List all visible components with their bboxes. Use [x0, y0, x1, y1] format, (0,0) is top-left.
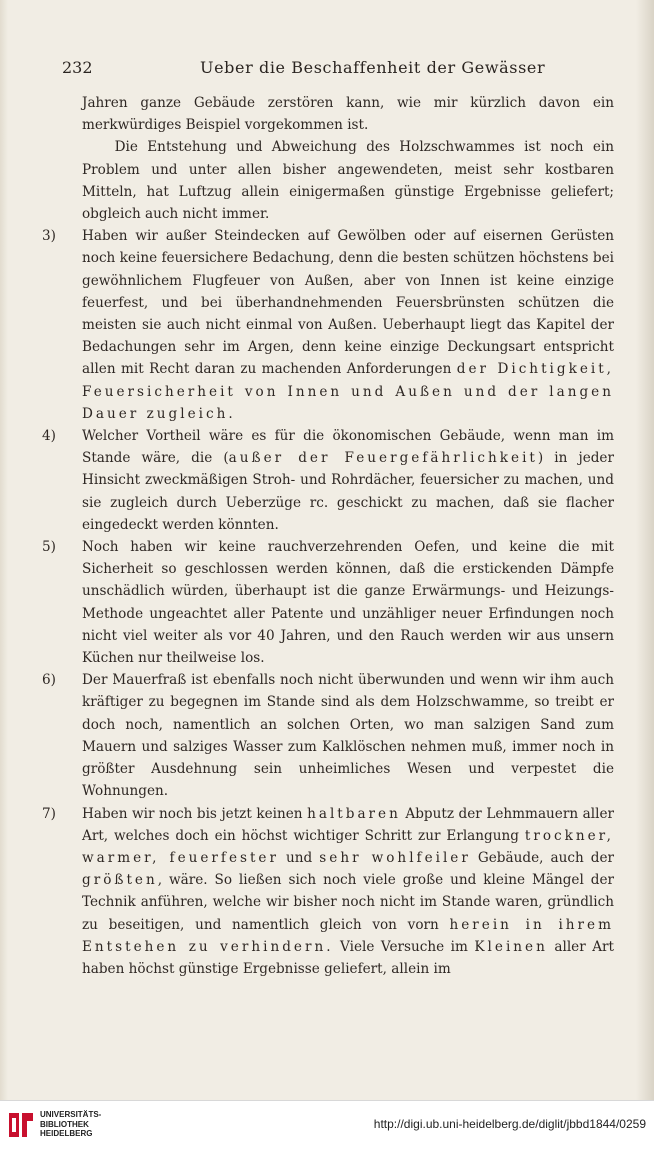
page-number: 232: [62, 58, 93, 77]
emphasized-text: haltbaren: [307, 805, 401, 822]
library-name: [40, 1110, 160, 1139]
emphasized-text: herein in ihrem Entstehen zu verhindern.: [82, 916, 614, 955]
emphasized-text: außer der Feuergefährlichkeit: [228, 450, 538, 467]
library-name-line: UNIVERSITÄTS-: [40, 1110, 102, 1119]
page-edge-shadow: [636, 0, 654, 1100]
paragraph-text: Der Mauerfraß ist ebenfalls noch nicht überwunden und wenn wir ihm auch kräftiger zu begegnen im Stande sind als dem Holzschwamme, so treibt er doch noch, namentlich an solchen Orten, wo man salzigen Sand zum Mauern und salziges Wasser zum Kalklöschen nehmen muß, immer noch in größter Ausdehnung sein unheimliches Wesen und verpestet die Wohnungen.: [82, 672, 614, 800]
viewer-footer: [0, 1100, 654, 1149]
page-header: [62, 58, 622, 82]
paragraph: [40, 803, 614, 981]
paragraph: [40, 669, 614, 802]
paragraph-text: Viele Versuche im: [333, 938, 475, 955]
library-name-line: HEIDELBERG: [40, 1129, 93, 1138]
library-name-line: BIBLIOTHEK: [40, 1119, 89, 1129]
paragraph-text: Jahren ganze Gebäude zerstören kann, wie mir kürzlich davon ein merkwürdiges Beispiel vorgekommen ist.: [82, 95, 614, 134]
paragraph-text: Haben wir noch bis jetzt keinen: [82, 805, 308, 822]
paragraph-text: Abputz der Lehmmauern aller Art, welches doch ein höchst wichtiger Schritt zur Erlangung: [82, 805, 614, 844]
paragraph-text: , wäre. So ließen sich noch viele große und kleine Mängel der Technik anführen, welche wir bisher noch nicht im Stande waren, gründlich zu beseitigen, und namentlich gleich von vorn: [82, 872, 614, 933]
paragraph-text: Die Entstehung und Abweichung des Holzschwammes ist noch ein Problem und unter allen bisher angewendeten, meist sehr kostbaren Mitteln, hat Luftzug allein einigermaßen günstige Ergebnisse geliefert; obgleich auch nicht immer.: [82, 139, 614, 223]
emphasized-text: sehr wohlfeiler: [319, 849, 471, 866]
paragraph-text: aller Art haben höchst günstige Ergebnisse geliefert, allein im: [82, 938, 614, 977]
paragraph-number: 3): [42, 228, 56, 245]
university-library-logo-icon[interactable]: [6, 1109, 36, 1141]
source-url-link[interactable]: http://digi.ub.uni-heidelberg.de/diglit/jbbd1844/0259: [373, 1117, 646, 1131]
emphasized-text: der Dichtigkeit, Feuersicherheit von Innen und Außen und der langen Dauer zugleich.: [82, 361, 614, 422]
paragraph-number: 5): [42, 539, 56, 556]
emphasized-text: Kleinen: [474, 938, 548, 955]
emphasized-text: trockner, warmer, feuerfester: [82, 827, 614, 866]
paragraph-number: 7): [42, 805, 56, 822]
paragraph-text: Noch haben wir keine rauchverzehrenden Oefen, und keine die mit Sicherheit so geschlossen werden können, daß die erstickenden Dämpfe unschädlich würden, überhaupt ist die ganze Erwärmungs- und Heizungs-Methode ungeachtet aller Patente und unzähliger neuer Erfindungen noch nicht viel weiter als vor 40 Jahren, und den Rauch werden wir aus unsern Küchen nur theilweise los.: [82, 539, 614, 667]
emphasized-text: größten: [82, 872, 158, 889]
running-head: Ueber die Beschaffenheit der Gewässer: [200, 58, 546, 77]
paragraph: [40, 136, 614, 225]
paragraph-text: Welcher Vortheil wäre es für die ökonomischen Gebäude, wenn man im Stande wäre, die (: [82, 428, 614, 467]
paragraph-text: und: [278, 849, 320, 866]
body-text: [40, 92, 614, 980]
paragraph-number: 6): [42, 672, 56, 689]
paragraph-text: Haben wir außer Steindecken auf Gewölben oder auf eisernen Gerüsten noch keine feuersichere Bedachung, denn die besten schützen höchstens bei gewöhnlichem Flugfeuer von Außen, aber von Innen ist keine einzige feuerfest, und bei überhandnehmenden Feuersbrünsten schützen die meisten sie auch nicht einmal von Außen. Ueberhaupt liegt das Kapitel der Bedachungen sehr im Argen, denn keine einzige Deckungsart entspricht allen mit Recht daran zu machenden Anforderungen: [82, 228, 614, 378]
paragraph-text: Gebäude, auch der: [470, 849, 614, 866]
paragraph: [40, 225, 614, 425]
paragraph-number: 4): [42, 428, 56, 445]
paragraph-text: ) in jeder Hinsicht zweckmäßigen Stroh- und Rohrdächer, feuersicher zu machen, und sie zugleich durch Ueberzüge rc. geschickt zu machen, daß sie flacher eingedeckt werden könnten.: [82, 450, 614, 533]
paragraph: [40, 536, 614, 669]
paragraph: [40, 92, 614, 136]
paragraph: [40, 425, 614, 536]
page-gutter-shadow: [0, 0, 8, 1100]
